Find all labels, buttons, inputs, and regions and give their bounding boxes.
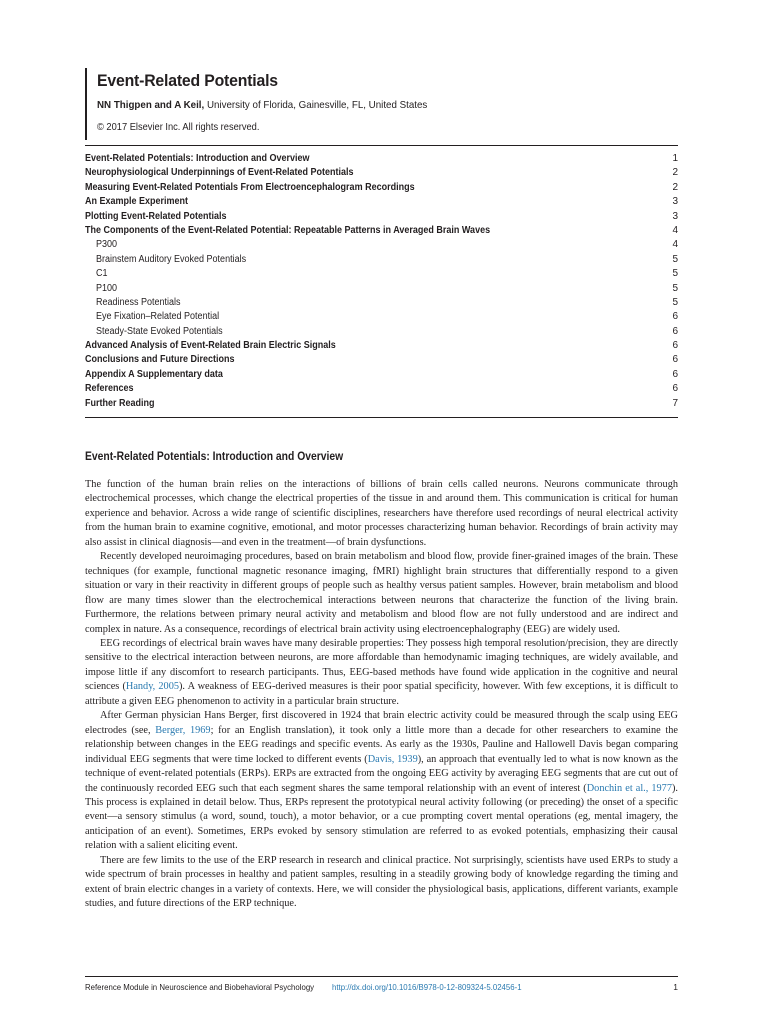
toc-entry[interactable] xyxy=(85,166,678,180)
paragraph-text: ; for an English translation), it took only a little more than a decade for other researchers to examine the relationship between changes in the EEG readings and specific events. As early as the 1930s, Pauline and Hallowell Davis began comparing individual EEG segments that were time locked to different events ( xyxy=(85,724,678,765)
journal-name: Reference Module in Neuroscience and Biobehavioral Psychology xyxy=(85,982,315,992)
toc-entry-label: Plotting Event-Related Potentials xyxy=(85,210,227,222)
toc-entry-label: Conclusions and Future Directions xyxy=(85,354,235,366)
citation-link[interactable]: Davis, 1939 xyxy=(367,753,418,765)
doi-link[interactable]: http://dx.doi.org/10.1016/B978-0-12-809324-5.02456-1 xyxy=(332,982,522,992)
toc-entry-page: 5 xyxy=(672,282,678,294)
toc-entry[interactable] xyxy=(85,181,678,195)
paragraph xyxy=(85,637,678,709)
toc-entry-label: The Components of the Event-Related Potential: Repeatable Patterns in Averaged Brain Waves xyxy=(85,224,491,236)
toc-entry-page: 6 xyxy=(672,354,678,366)
toc-entry-label: An Example Experiment xyxy=(85,196,189,208)
toc-entry-page: 1 xyxy=(672,153,678,164)
toc-entry[interactable] xyxy=(85,253,678,267)
toc-entry[interactable] xyxy=(85,210,678,224)
toc-entry-label: Event-Related Potentials: Introduction and Overview xyxy=(85,153,310,164)
toc-entry-page: 5 xyxy=(672,296,678,308)
toc-entry-label: P300 xyxy=(96,239,118,251)
toc-entry[interactable] xyxy=(85,282,678,296)
paragraph-text: EEG recordings of electrical brain waves have many desirable properties: They possess high temporal resolution/precision, they are directly sensitive to the electrical interaction between neurons, are more affordable than hemodynamic imaging techniques, are widely available, and impose little if any discomfort to research participants. Thus, EEG-based methods have found wide application in the cognitive and neural sciences ( xyxy=(85,637,678,693)
toc-entry-label: Further Reading xyxy=(85,397,155,409)
toc-entry[interactable] xyxy=(85,310,678,324)
toc-entry-page: 6 xyxy=(672,368,678,380)
toc-entry-page: 2 xyxy=(672,181,678,193)
toc-entry-label: Advanced Analysis of Event-Related Brain Electric Signals xyxy=(85,340,336,352)
toc-entry-page: 5 xyxy=(672,268,678,280)
toc-entry-page: 6 xyxy=(672,340,678,352)
paragraph xyxy=(85,709,678,854)
body-text xyxy=(85,478,678,912)
toc-entry-label: P100 xyxy=(96,282,118,294)
article-title: Event-Related Potentials xyxy=(97,71,278,90)
author-names: NN Thigpen and A Keil, xyxy=(97,99,205,111)
toc-entry[interactable] xyxy=(85,296,678,310)
section-heading: Event-Related Potentials: Introduction and Overview xyxy=(85,451,344,463)
toc-entry[interactable] xyxy=(85,152,678,166)
paragraph-text: ). A weakness of EEG-derived measures is their poor spatial specificity, however. With few exceptions, it is difficult to attribute a given EEG phenomenon to activity in a particular brain structure. xyxy=(85,681,678,707)
page-number: 1 xyxy=(673,982,678,992)
toc-entry-page: 2 xyxy=(672,167,678,179)
toc-entry-page: 5 xyxy=(672,253,678,265)
toc-entry-label: Neurophysiological Underpinnings of Event-Related Potentials xyxy=(85,167,354,179)
toc-entry-page: 3 xyxy=(672,196,678,208)
toc-entry-label: Eye Fixation–Related Potential xyxy=(96,311,220,323)
toc-entry[interactable] xyxy=(85,382,678,396)
toc-entry[interactable] xyxy=(85,267,678,281)
toc-entry[interactable] xyxy=(85,353,678,367)
toc-entry[interactable] xyxy=(85,195,678,209)
paragraph-text: ). This process is explained in detail below. Thus, ERPs represent the prototypical neural activity following (or preceding) the onset of a specific event—a sensory stimulus (a word, sound, touch), a motor behavior, or a cue prompting covert mental operations (eg, mental imagery, the anticipation of an event). Sometimes, ERPs evoked by sensory stimulation are referred to as evoked potentials, emphasizing their causal relation with a salient eliciting event. xyxy=(85,782,678,852)
toc-entry-page: 4 xyxy=(672,239,678,251)
citation-link[interactable]: Donchin et al., 1977 xyxy=(586,782,672,794)
toc-entry[interactable] xyxy=(85,339,678,353)
toc-entry-page: 4 xyxy=(672,224,678,236)
toc-entry[interactable] xyxy=(85,238,678,252)
paragraph-text: After German physician Hans Berger, first discovered in 1924 that brain electric activity could be measured through the scalp using EEG electrodes (see, xyxy=(85,710,678,736)
toc-entry[interactable] xyxy=(85,325,678,339)
toc-entry-label: Appendix A Supplementary data xyxy=(85,368,223,380)
toc-entry-page: 3 xyxy=(672,210,678,222)
copyright-notice: © 2017 Elsevier Inc. All rights reserved. xyxy=(97,122,260,133)
toc-entry-label: Steady-State Evoked Potentials xyxy=(96,325,223,337)
toc-entry[interactable] xyxy=(85,224,678,238)
citation-link[interactable]: Handy, 2005 xyxy=(125,681,179,693)
author-line xyxy=(97,99,427,111)
page-footer xyxy=(85,976,678,997)
paragraph-text: ), an approach that eventually led to what is now known as the technique of event-related potentials (ERPs). ERPs are extracted from the ongoing EEG activity by averaging EEG segments that are cut out of the continuously recorded EEG such that each segment shares the same temporal relationship with an event of interest ( xyxy=(85,753,678,794)
article-header xyxy=(85,68,697,140)
toc-entry-label: Brainstem Auditory Evoked Potentials xyxy=(96,253,247,265)
paragraph: The function of the human brain relies on the interactions of billions of brain cells called neurons. Neurons communicate through electrochemical processes, which change the electrical properties of the tissue in and around them. This communication is critical for human experience and behavior. Across a wide range of scientific disciplines, researchers have therefore used recordings of neural electrical activity from the human brain to examine cognitive, emotional, and motor processes characterizing human behavior. Recordings of brain activity may also assist in clinical diagnosis—and even in the treatment—of brain dysfunctions. xyxy=(85,479,678,548)
toc-entry-label: C1 xyxy=(96,268,108,280)
toc-entry-page: 6 xyxy=(672,325,678,337)
toc-entry-page: 6 xyxy=(672,383,678,395)
author-affiliation: University of Florida, Gainesville, FL, United States xyxy=(204,99,428,111)
paragraph: There are few limits to the use of the ERP research in research and clinical practice. Not surprisingly, scientists have used ERPs to study a wide spectrum of brain processes in healthy and patient samples, resulting in a steadily growing body of knowledge regarding the timing and extent of brain electric changes in a variety of contexts. Here, we will consider the physiological basis, applications, different variants, example studies, and future directions of the ERP technique. xyxy=(85,854,678,910)
citation-link[interactable]: Berger, 1969 xyxy=(155,724,211,736)
toc-entry[interactable] xyxy=(85,397,678,411)
paragraph: Recently developed neuroimaging procedures, based on brain metabolism and blood flow, provide finer-grained images of the brain. These techniques (for example, functional magnetic resonance imaging, fMRI) highlight brain structures that differentially respond to a given situation or vary in their reactivity in different groups of people such as healthy versus patient samples. However, brain metabolism and blood flow are many times slower than the electrochemical interactions between neurons that characterize the function of the living brain. Furthermore, the relations between primary neural activity and metabolism and blood flow are not fully understood and are indirect and complex in nature. As a consequence, recordings of electrical brain activity using electroencephalography (EEG) are widely used. xyxy=(85,551,678,635)
toc-entry-label: Measuring Event-Related Potentials From Electroencephalogram Recordings xyxy=(85,181,415,193)
toc-entry-page: 6 xyxy=(672,311,678,323)
toc-entry-label: References xyxy=(85,383,134,395)
toc-entry[interactable] xyxy=(85,368,678,382)
toc-entry-label: Readiness Potentials xyxy=(96,296,181,308)
toc-entry-page: 7 xyxy=(672,397,678,409)
table-of-contents xyxy=(85,145,678,418)
